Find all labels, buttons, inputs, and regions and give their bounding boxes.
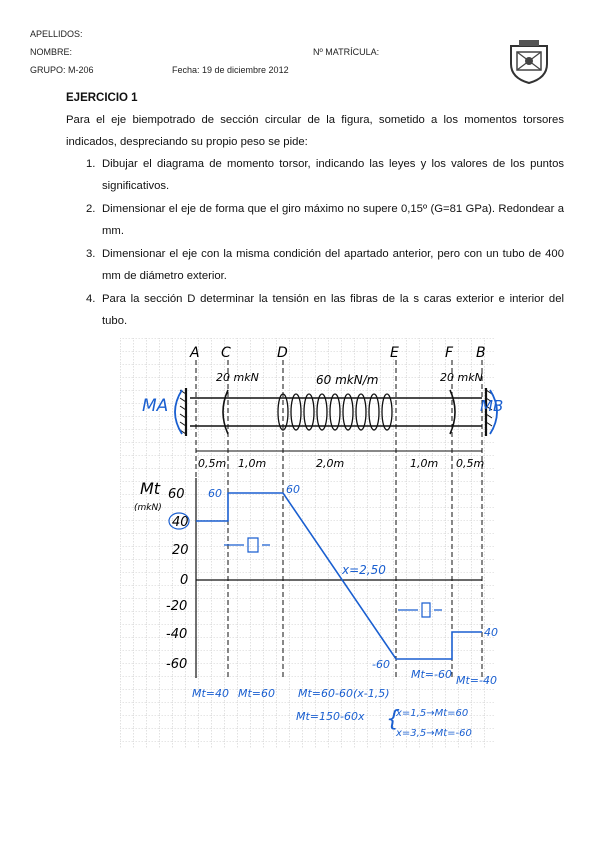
task-number: 3. (86, 248, 96, 260)
axis-label: Mt (140, 479, 161, 498)
length-ef: 1,0m (410, 457, 439, 470)
y-tick-0: 0 (180, 573, 189, 588)
y-tick-neg20: -20 (166, 599, 188, 614)
length-ac: 0,5m (198, 457, 227, 470)
y-tick-neg60: -60 (166, 657, 188, 672)
axis-unit: (mkN) (134, 503, 162, 513)
nombre-field: NOMBRE: (30, 47, 73, 57)
length-fb: 0,5m (456, 457, 485, 470)
y-tick-neg40: -40 (166, 627, 188, 642)
note-x-zero: x=2,50 (342, 563, 386, 577)
task-text: Para la sección D determinar la tensión en las fibras de la s caras exterior e interior del tubo. (102, 293, 564, 327)
university-crest-logo (505, 38, 553, 84)
y-tick-20: 20 (172, 543, 189, 558)
point-label-a: A (190, 345, 200, 361)
y-tick-60: 60 (168, 487, 185, 502)
task-number: 4. (86, 293, 96, 305)
task-text: Dimensionar el eje de forma que el giro máximo no supere 0,15º (G=81 GPa). Redondear a mm. (102, 203, 564, 237)
load-f-label: 20 mkN (440, 371, 483, 384)
handwritten-torque-diagram (120, 338, 504, 748)
load-distributed-label: 60 mkN/m (316, 373, 379, 387)
task-number: 2. (86, 203, 96, 215)
task-list (66, 153, 564, 333)
law-cd: Mt=60 (238, 687, 276, 700)
length-cd: 1,0m (238, 457, 267, 470)
matricula-field: Nº MATRÍCULA: (313, 47, 380, 57)
note-top-left: 60 (208, 487, 222, 500)
brace: { (386, 707, 400, 732)
note-bottom: -60 (372, 658, 390, 671)
task-text: Dibujar el diagrama de momento torsor, indicando las leyes y los valores de los puntos significativos. (102, 158, 564, 192)
check-1: x=1,5→Mt=60 (396, 708, 469, 719)
reaction-b-label: MB (480, 397, 504, 415)
load-c-label: 20 mkN (216, 371, 259, 384)
note-mt-e: Mt=-60 (411, 668, 452, 681)
apellidos-field: APELLIDOS: (30, 29, 83, 39)
note-right: 40 (484, 626, 498, 639)
length-de: 2,0m (316, 457, 345, 470)
exercise-title: EJERCICIO 1 (66, 92, 138, 104)
grupo-field: GRUPO: M-206 (30, 65, 94, 75)
exercise-intro: Para el eje biempotrado de sección circular de la figura, sometido a los momentos torsores indicados, despreciando su propio peso se pide: (66, 114, 564, 148)
task-item (66, 288, 564, 332)
point-label-c: C (221, 345, 231, 361)
point-label-f: F (445, 345, 454, 361)
check-2: x=3,5→Mt=-60 (396, 728, 472, 739)
task-number: 1. (86, 158, 96, 170)
point-label-b: B (476, 345, 486, 361)
note-top-right: 60 (286, 483, 300, 496)
task-text: Dimensionar el eje con la misma condición del apartado anterior, pero con un tubo de 400 mm de diámetro exterior. (102, 248, 564, 282)
reaction-a-label: MA (142, 396, 169, 416)
task-item (66, 153, 564, 197)
point-label-d: D (277, 345, 288, 361)
note-mt-b: Mt=-40 (456, 674, 497, 687)
law-de: Mt=60-60(x-1,5) (298, 687, 390, 700)
y-tick-40: 40 (172, 515, 189, 530)
task-item (66, 243, 564, 287)
law-ac: Mt=40 (192, 687, 230, 700)
point-label-e: E (390, 345, 399, 361)
law-simplified: Mt=150-60x (296, 710, 365, 723)
fecha-field: Fecha: 19 de diciembre 2012 (172, 65, 289, 75)
task-item (66, 198, 564, 242)
